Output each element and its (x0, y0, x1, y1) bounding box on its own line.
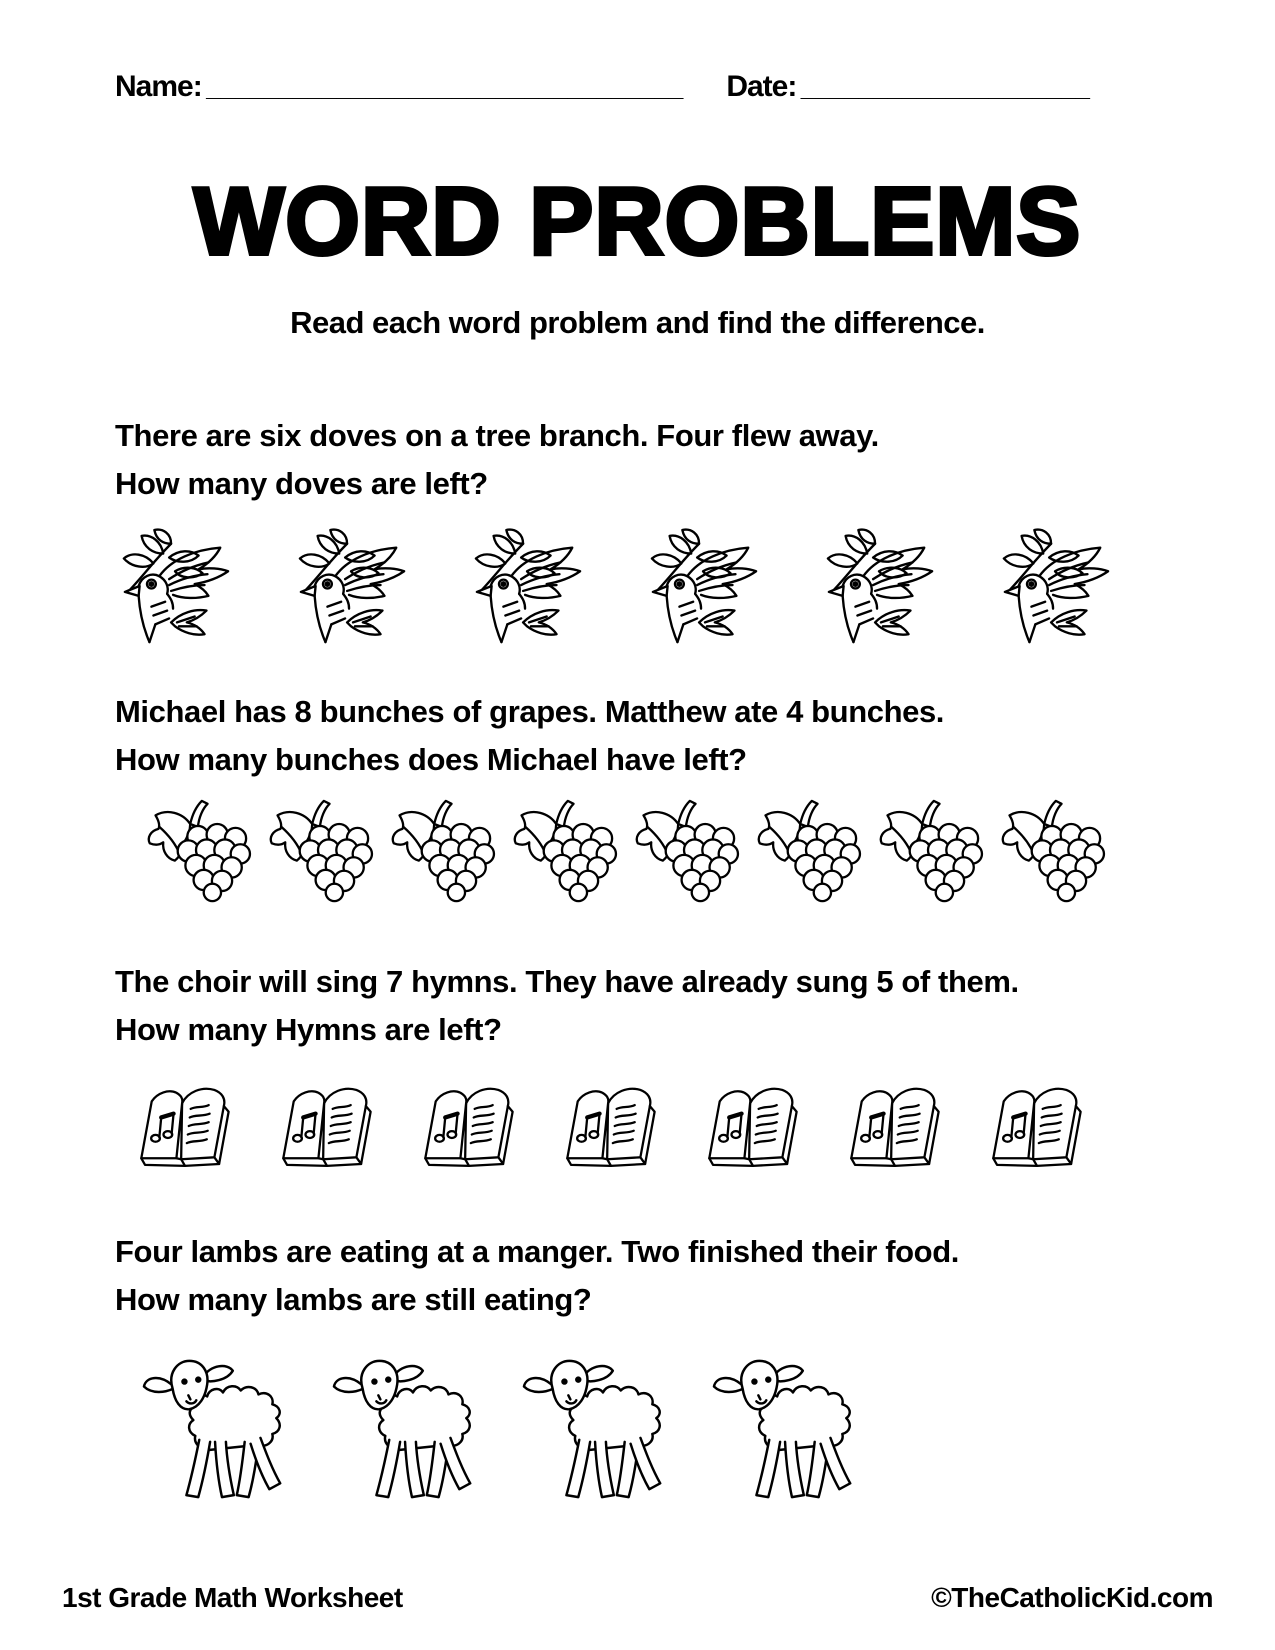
date-blank-line: ____________________ (800, 72, 1090, 102)
lamb-icon (140, 1348, 298, 1508)
problem-3-line-1: The choir will sing 7 hymns. They have already sung 5 of them. (115, 964, 1019, 999)
hymnal-icon (270, 1078, 382, 1174)
dove-icon (640, 528, 768, 646)
problem-1-line-2: How many doves are left? (115, 466, 488, 501)
hymnal-icon (128, 1078, 240, 1174)
footer-copyright: ©TheCatholicKid.com (931, 1582, 1213, 1613)
problem-3-line-2: How many Hymns are left? (115, 1012, 502, 1047)
grapes-icon (994, 798, 1106, 904)
problem-2-line-2: How many bunches does Michael have left? (115, 742, 747, 777)
grapes-icon (750, 798, 862, 904)
lamb-icon (710, 1348, 868, 1508)
problem-1-line-1: There are six doves on a tree branch. Four flew away. (115, 418, 879, 453)
grapes-icon (628, 798, 740, 904)
date-field (726, 70, 1090, 104)
hymnal-icon (412, 1078, 524, 1174)
name-label: Name: (115, 70, 202, 103)
grapes-icon (140, 798, 252, 904)
problem-2-line-1: Michael has 8 bunches of grapes. Matthew ate 4 bunches. (115, 694, 945, 729)
lambs-row (140, 1348, 868, 1508)
header (115, 70, 1090, 104)
name-blank-line: _________________________________ (206, 72, 684, 102)
grapes-icon (262, 798, 374, 904)
hymnals-row (128, 1078, 1092, 1174)
hymnal-icon (554, 1078, 666, 1174)
grapes-row (140, 798, 1106, 904)
grapes-icon (506, 798, 618, 904)
lamb-icon (520, 1348, 678, 1508)
grapes-icon (384, 798, 496, 904)
grapes-icon (872, 798, 984, 904)
date-label: Date: (726, 70, 797, 103)
doves-row (112, 528, 1120, 646)
footer-worksheet-label: 1st Grade Math Worksheet (62, 1582, 403, 1613)
dove-icon (464, 528, 592, 646)
problem-3-text (115, 958, 1215, 1054)
problem-4-text (115, 1228, 1215, 1324)
hymnal-icon (838, 1078, 950, 1174)
hymnal-icon (696, 1078, 808, 1174)
problem-2-text (115, 688, 1215, 784)
problem-4-line-1: Four lambs are eating at a manger. Two finished their food. (115, 1234, 959, 1269)
lamb-icon (330, 1348, 488, 1508)
dove-icon (112, 528, 240, 646)
dove-icon (992, 528, 1120, 646)
problem-4-line-2: How many lambs are still eating? (115, 1282, 592, 1317)
footer (62, 1582, 1213, 1614)
page-title: WORD PROBLEMS (193, 168, 1082, 275)
dove-icon (816, 528, 944, 646)
dove-icon (288, 528, 416, 646)
instructions-text: Read each word problem and find the difference. (290, 305, 985, 340)
hymnal-icon (980, 1078, 1092, 1174)
name-field (115, 70, 683, 104)
problem-1-text (115, 412, 1215, 508)
